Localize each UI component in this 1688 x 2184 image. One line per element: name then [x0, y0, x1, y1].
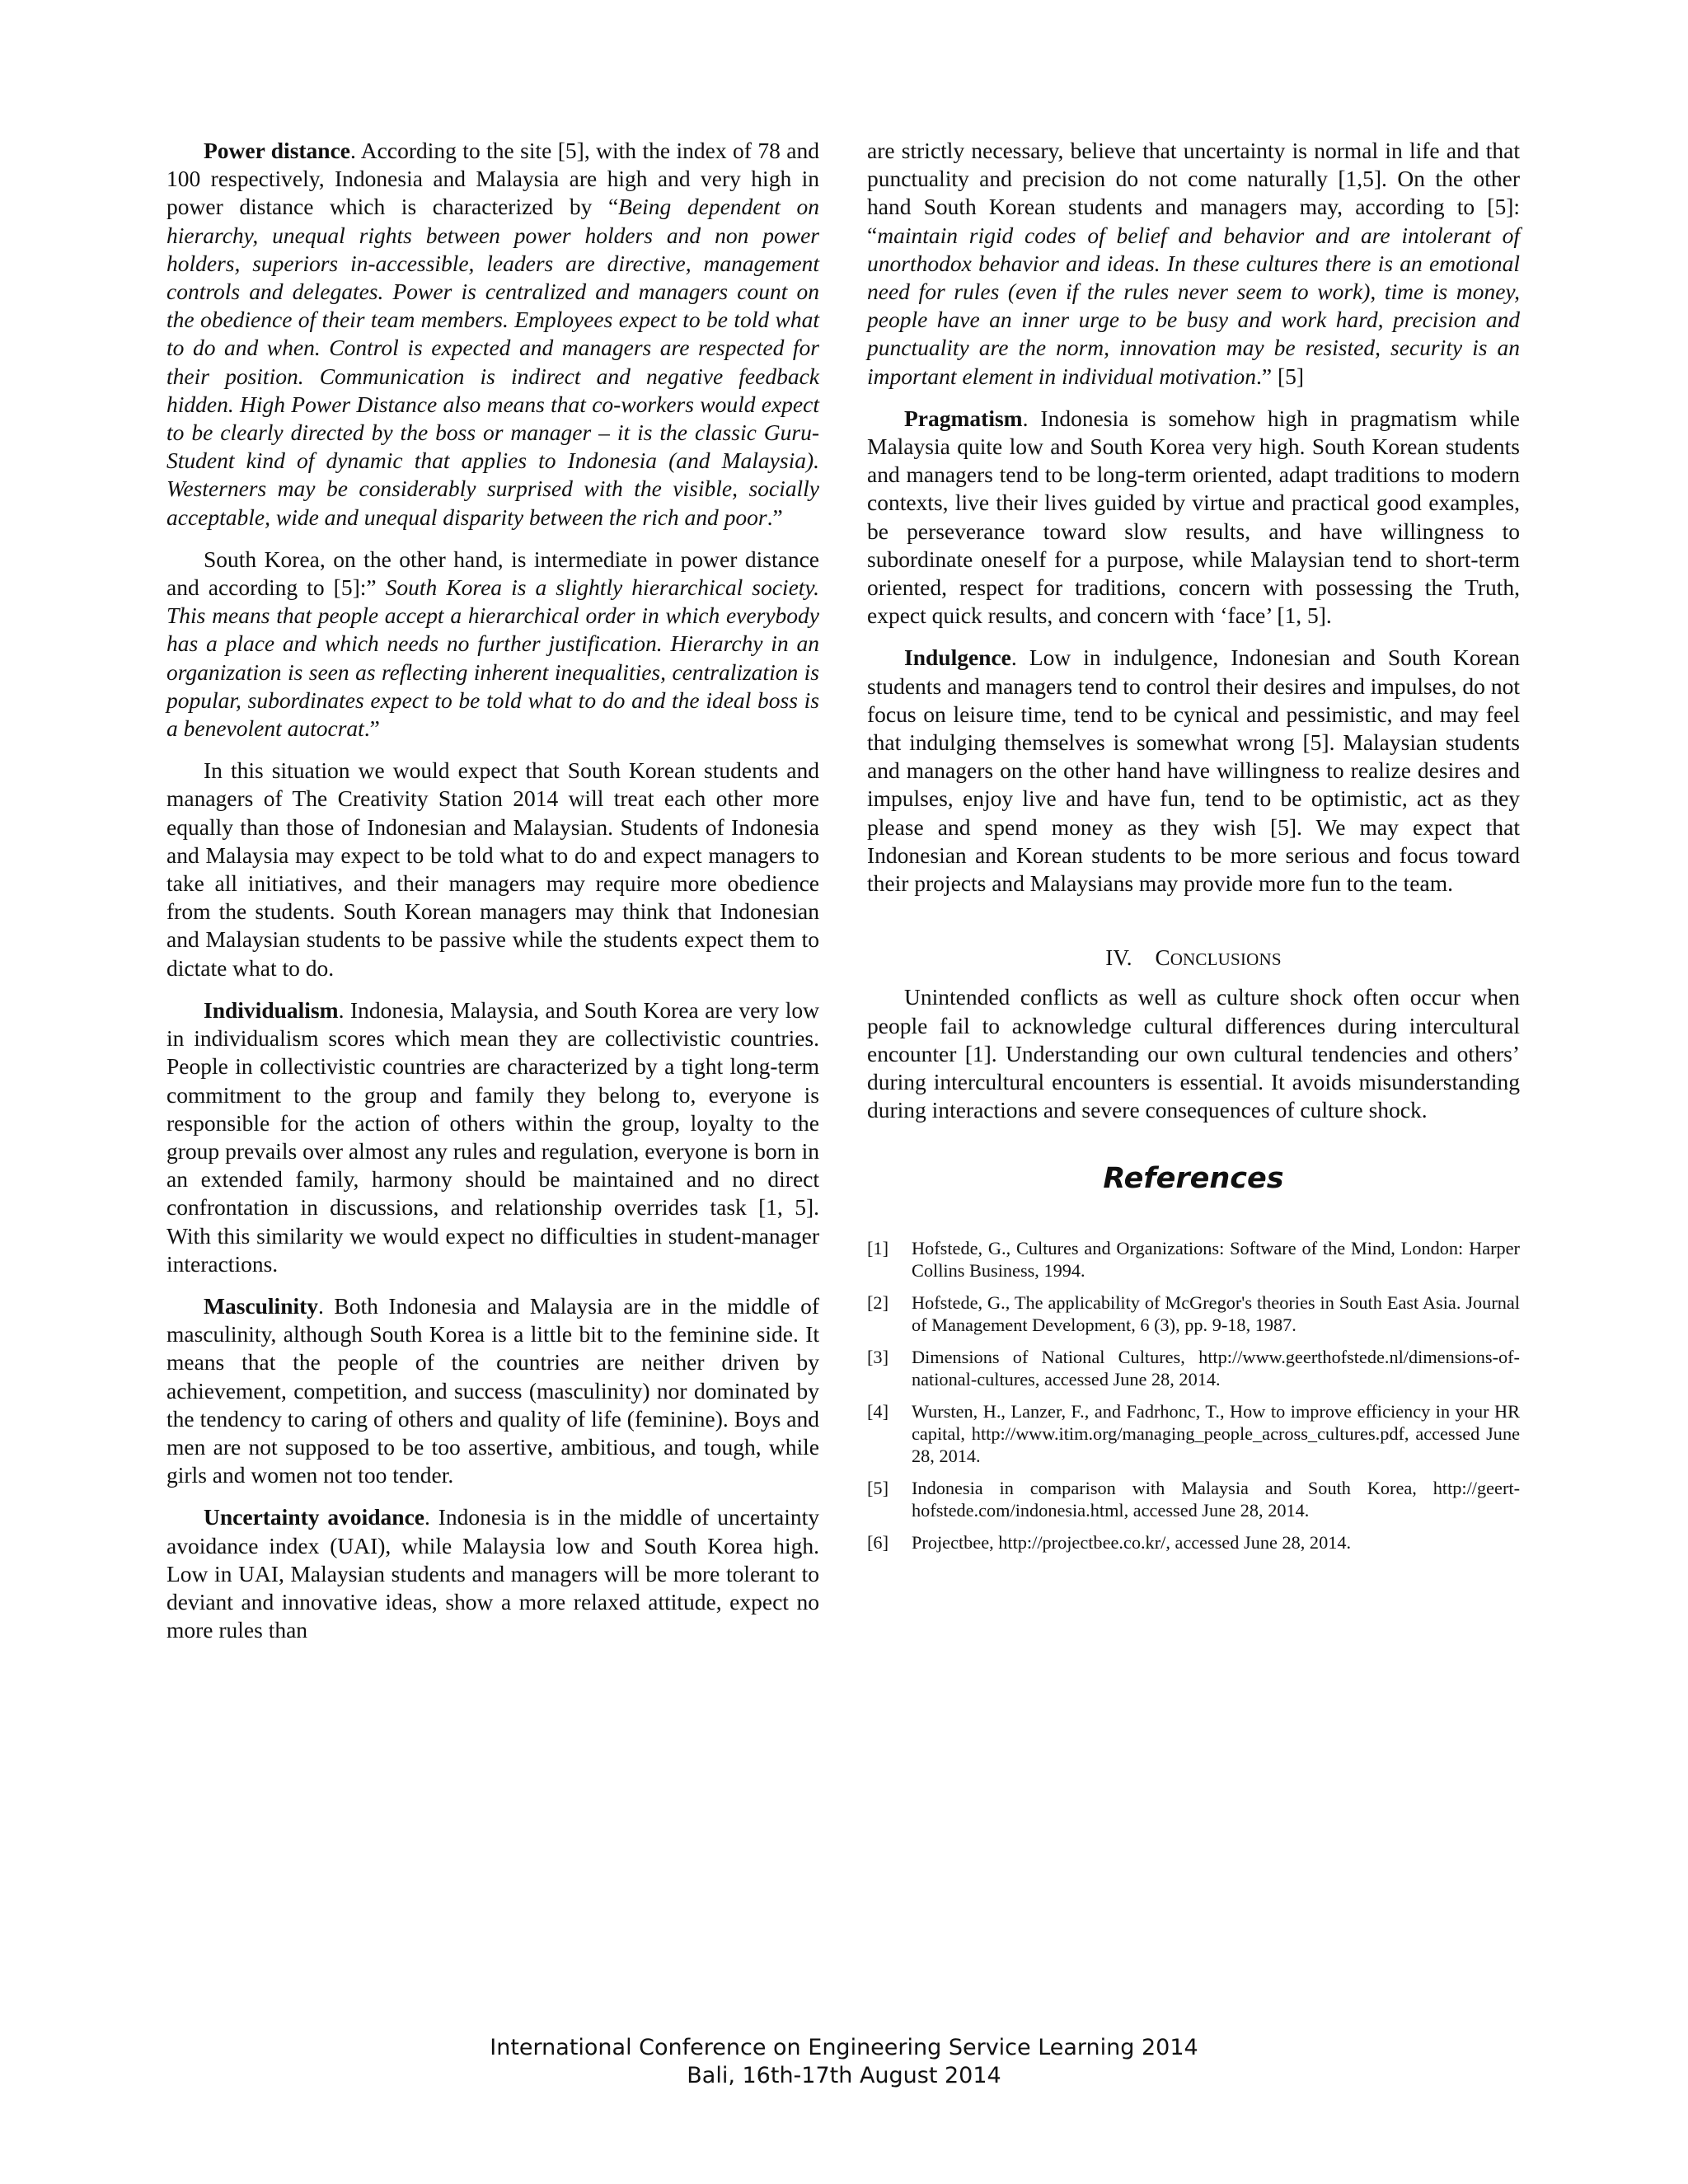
footer-location-date: Bali, 16th-17th August 2014: [687, 2063, 1001, 2088]
references-list: [867, 1237, 1520, 1554]
uncertainty-end: .” [5]: [1256, 363, 1305, 389]
reference-item: [867, 1237, 1520, 1282]
south-korea-quote: South Korea is a slightly hierarchical society. This means that people accept a hierarchical order in which everybody has a place and which needs no further justification. Hierarchy in an organization is seen as reflecting inherent inequalities, centralization is popular, subordinates expect to be told what to do and the ideal boss is a benevolent autocrat: [166, 574, 819, 742]
references-title: References: [1103, 1161, 1284, 1195]
uncertainty-heading: Uncertainty avoidance: [204, 1504, 425, 1530]
power-distance-paragraph: [166, 137, 819, 532]
reference-number: [6]: [867, 1531, 889, 1553]
indulgence-text: . Low in indulgence, Indonesian and South Korean students and managers tend to control their desires and impulses, do not focus on leisure time, tend to be cynical and pessimistic, and may feel that indulging themselves is somewhat wrong [5]. Malaysian students and managers on the other hand have willingness to realize desires and impulses, enjoy live and have fun, tend to be optimistic, act as they please and spend money as they wish [5]. We may expect that Indonesian and Korean students to be more serious and focus toward their projects and Malaysians may provide more fun to the team.: [867, 644, 1520, 897]
reference-number: [4]: [867, 1400, 889, 1422]
individualism-heading: Individualism: [204, 996, 339, 1023]
reference-number: [1]: [867, 1237, 889, 1258]
power-distance-heading: Power distance: [204, 138, 351, 163]
masculinity-paragraph: [166, 1292, 819, 1489]
south-korea-intro: South Korea, on the other hand, is intermediate in power distance and according to [5]:”: [166, 546, 819, 601]
south-korea-paragraph: [166, 546, 819, 743]
conclusions-number: IV.: [1105, 945, 1132, 971]
reference-number: [2]: [867, 1291, 889, 1313]
power-distance-end: .”: [767, 504, 783, 530]
uncertainty-paragraph: [166, 1503, 819, 1644]
conclusions-title-first: C: [1155, 945, 1170, 971]
conclusions-heading: [867, 944, 1520, 973]
right-column: [867, 137, 1520, 1563]
individualism-text: . Indonesia, Malaysia, and South Korea are very low in individualism scores which mean they are collectivistic countries. People in collectivistic countries are characterized by a tight long-term commitment to the group and family they belong to, everyone is responsible for the action of others within the group, loyalty to the group prevails over almost any rules and regulation, everyone is born in an extended family, harmony should be maintained and no direct confrontation in discussions, and relationship overrides task [1, 5]. With this similarity we would expect no difficulties in student-manager interactions.: [166, 996, 819, 1277]
left-column: [166, 137, 819, 1658]
conclusions-paragraph: Unintended conflicts as well as culture shock often occur when people fail to acknowledge cultural differences during intercultural encounter [1]. Understanding our own cultural tendencies and others’ during intercultural encounters is essential. It avoids misunderstanding during interactions and severe consequences of culture shock.: [867, 984, 1520, 1123]
reference-text: Indonesia in comparison with Malaysia and South Korea, http://geert-hofstede.com/indonesia.html, accessed June 28, 2014.: [912, 1477, 1520, 1521]
conclusions-title-rest: ONCLUSIONS: [1170, 949, 1282, 970]
power-distance-intro: . According to the site [5], with the index of 78 and 100 respectively, Indonesia and Malaysia are high and very high in power distance which is characterized by “: [166, 138, 819, 220]
footer-conference-name: International Conference on Engineering Service Learning 2014: [490, 2035, 1198, 2060]
reference-item: [867, 1291, 1520, 1336]
reference-item: [867, 1477, 1520, 1521]
reference-item: [867, 1531, 1520, 1554]
reference-item: [867, 1400, 1520, 1467]
uncertainty-continued-paragraph: [867, 137, 1520, 391]
pragmatism-heading: Pragmatism: [904, 405, 1023, 431]
reference-text: Projectbee, http://projectbee.co.kr/, accessed June 28, 2014.: [912, 1531, 1352, 1553]
uncertainty-quote: maintain rigid codes of belief and behavior and are intolerant of unorthodox behavior and ideas. In these cultures there is an emotional need for rules (even if the rules never seem to work), time is money, people have an inner urge to be busy and work hard, precision and punctuality are the norm, innovation may be resisted, security is an important element in individual motivation: [867, 222, 1520, 389]
power-distance-quote: Being dependent on hierarchy, unequal rights between power holders and non power holders, superiors in-accessible, leaders are directive, management controls and delegates. Power is centralized and managers count on the obedience of their team members. Employees expect to be told what to do and when. Control is expected and managers are respected for their position. Communication is indirect and negative feedback hidden. High Power Distance also means that co-workers would expect to be clearly directed by the boss or manager – it is the classic Guru-Student kind of dynamic that applies to Indonesia (and Malaysia). Westerners may be considerably surprised with the visible, socially acceptable, wide and unequal disparity between the rich and poor: [166, 194, 819, 530]
pragmatism-text: . Indonesia is somehow high in pragmatism while Malaysia quite low and South Korea very high. South Korean students and managers tend to be long-term oriented, adapt traditions to modern contexts, live their lives guided by virtue and practical good examples, be perseverance toward slow results, and have willingness to subordinate oneself for a purpose, while Malaysian tend to short-term oriented, respect for traditions, concern with possessing the Truth, expect quick results, and concern with ‘face’ [1, 5].: [867, 405, 1520, 629]
pragmatism-paragraph: [867, 405, 1520, 630]
uncertainty-text: . Indonesia is in the middle of uncertainty avoidance index (UAI), while Malaysia low and South Korea high. Low in UAI, Malaysian students and managers will be more tolerant to deviant and innovative ideas, show a more relaxed attitude, expect no more rules than: [166, 1504, 819, 1643]
reference-number: [5]: [867, 1477, 889, 1498]
reference-text: Hofstede, G., The applicability of McGregor's theories in South East Asia. Journal of Management Development, 6 (3), pp. 9-18, 1987.: [912, 1291, 1520, 1335]
south-korea-end: .”: [363, 715, 380, 742]
reference-item: [867, 1346, 1520, 1390]
indulgence-paragraph: [867, 644, 1520, 898]
reference-number: [3]: [867, 1346, 889, 1367]
reference-text: Wursten, H., Lanzer, F., and Fadrhonc, T., How to improve efficiency in your HR capital, http://www.itim.org/managing_people_across_cultures.pdf, accessed June 28, 2014.: [912, 1400, 1520, 1466]
masculinity-heading: Masculinity: [204, 1292, 319, 1319]
individualism-paragraph: [166, 996, 819, 1278]
uncertainty-continued: are strictly necessary, believe that uncertainty is normal in life and that punctuality and precision do not come naturally [1,5]. On the other hand South Korean students and managers may, according to [5]: “: [867, 138, 1520, 248]
reference-text: Hofstede, G., Cultures and Organizations: Software of the Mind, London: Harper Collins Business, 1994.: [912, 1237, 1520, 1281]
page-footer: [0, 2034, 1688, 2090]
masculinity-text: . Both Indonesia and Malaysia are in the middle of masculinity, although South Korea is a little bit to the feminine side. It means that the people of the countries are neither driven by achievement, competition, and success (masculinity) nor dominated by the tendency to caring of others and quality of life (feminine). Boys and men are not supposed to be too assertive, ambitious, and tough, while girls and women not too tender.: [166, 1292, 819, 1488]
reference-text: Dimensions of National Cultures, http://www.geerthofstede.nl/dimensions-of-national-cultures, accessed June 28, 2014.: [912, 1346, 1520, 1390]
situation-paragraph: In this situation we would expect that South Korean students and managers of The Creativity Station 2014 will treat each other more equally than those of Indonesian and Malaysian. Students of Indonesia and Malaysia may expect to be told what to do and expect managers to take all initiatives, and their managers may require more obedience from the students. South Korean managers may think that Indonesian and Malaysian students to be passive while the students expect them to dictate what to do.: [166, 757, 819, 981]
indulgence-heading: Indulgence: [904, 644, 1011, 671]
